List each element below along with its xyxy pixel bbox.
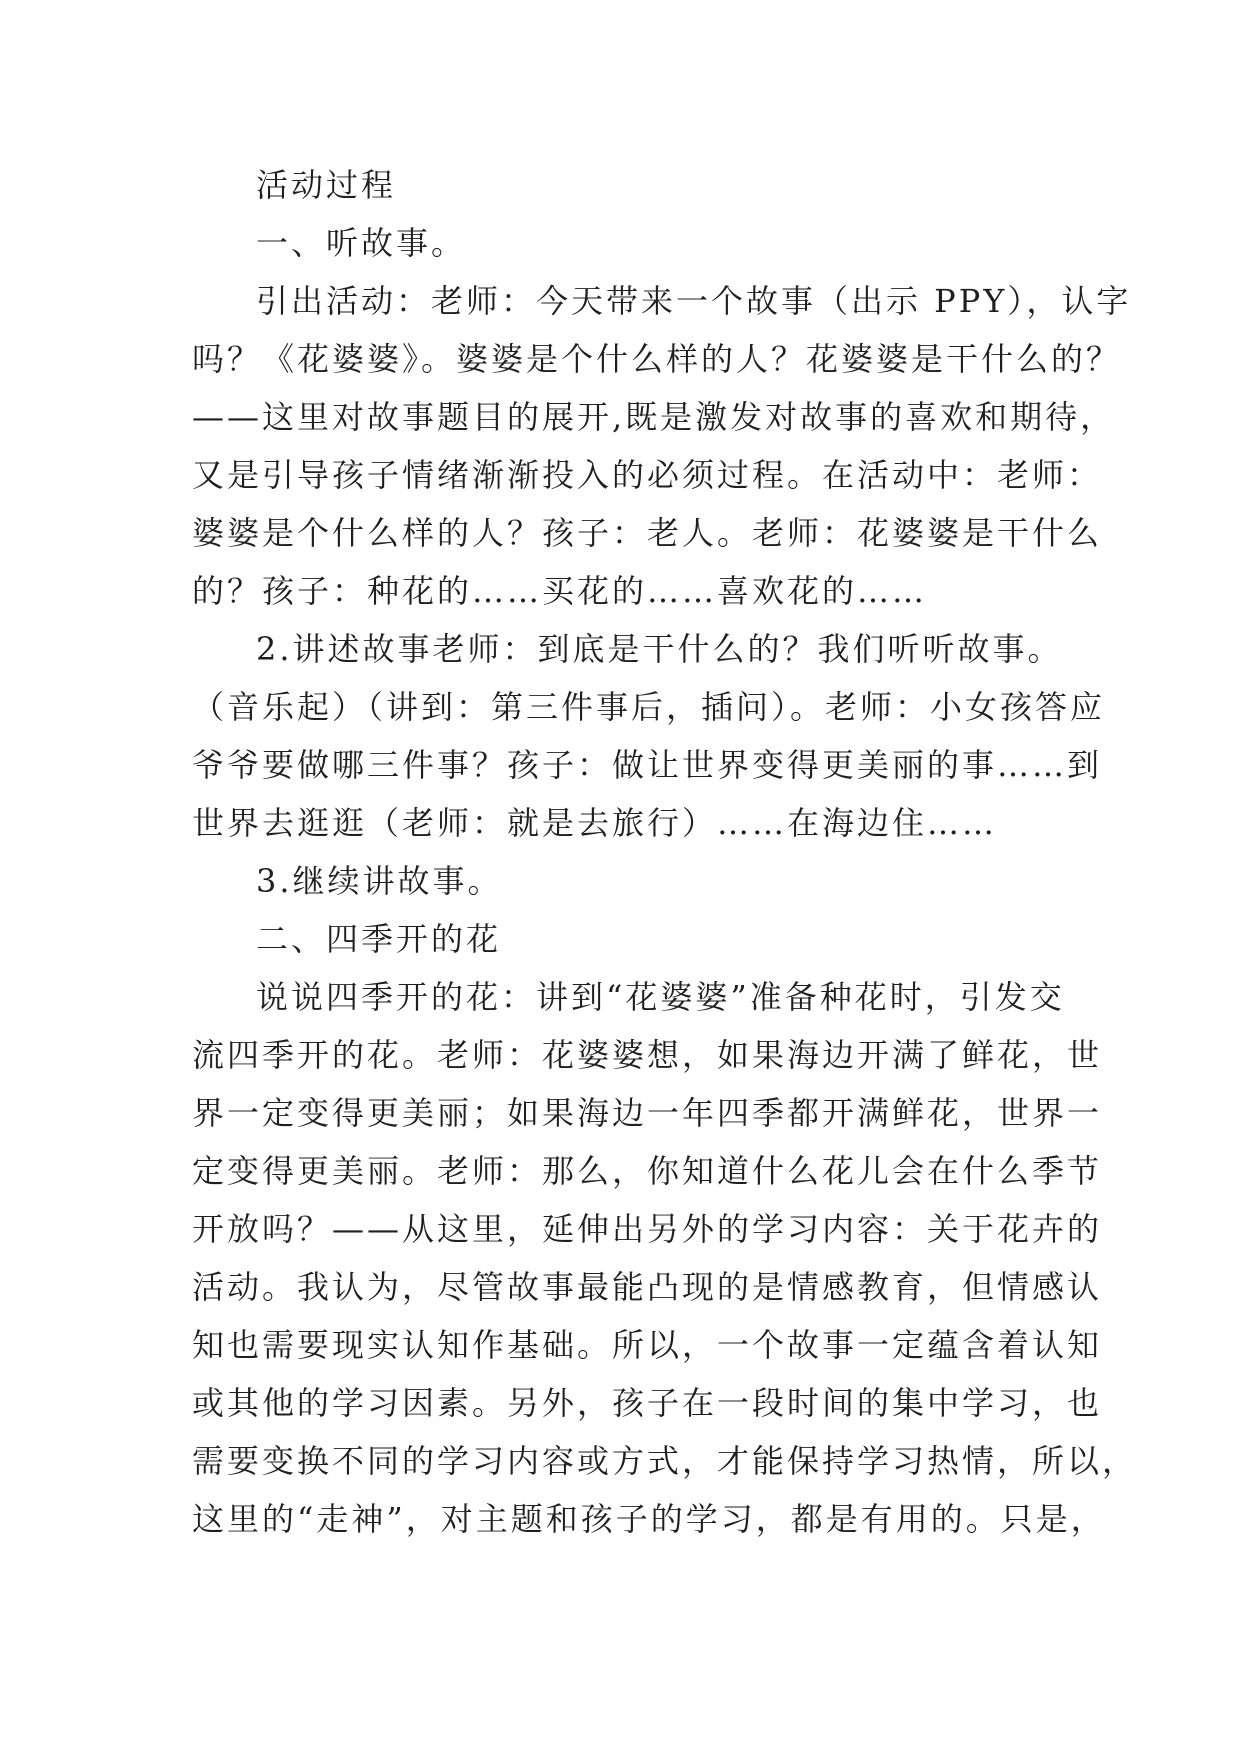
paragraph-line: 或其他的学习因素。另外，孩子在一段时间的集中学习，也 (192, 1384, 1103, 1422)
paragraph-line: 吗？《花婆婆》。婆婆是个什么样的人？花婆婆是干什么的？ (192, 340, 1122, 378)
paragraph-line: 开放吗？——从这里，延伸出另外的学习内容：关于花卉的 (192, 1210, 1103, 1248)
paragraph-line: 这里的“走神”，对主题和孩子的学习，都是有用的。只是， (192, 1500, 1106, 1538)
paragraph-line: 界一定变得更美丽；如果海边一年四季都开满鲜花，世界一 (192, 1094, 1103, 1132)
paragraph-line: （音乐起）（讲到：第三件事后，插问）。老师：小女孩答应 (192, 688, 1106, 726)
paragraph-line: 又是引导孩子情绪渐渐投入的必须过程。在活动中：老师： (192, 456, 1103, 494)
document-body (192, 156, 1138, 1548)
paragraph-line: 需要变换不同的学习内容或方式，才能保持学习热情，所以， (192, 1442, 1138, 1480)
paragraph-line: 说说四季开的花：讲到“花婆婆”准备种花时，引发交 (256, 978, 1065, 1016)
paragraph-line: 引出活动：老师：今天带来一个故事（出示 PPY），认字 (256, 282, 1132, 320)
paragraph-line: 流四季开的花。老师：花婆婆想，如果海边开满了鲜花，世 (192, 1036, 1103, 1074)
section-heading-four-seasons-flowers: 二、四季开的花 (256, 920, 502, 958)
paragraph-line: 活动。我认为，尽管故事最能凸现的是情感教育，但情感认 (192, 1268, 1103, 1306)
section-heading-activity-process: 活动过程 (256, 166, 397, 204)
paragraph-line: 婆婆是个什么样的人？孩子：老人。老师：花婆婆是干什么 (192, 514, 1103, 552)
paragraph-line: 知也需要现实认知作基础。所以，一个故事一定蕴含着认知 (192, 1326, 1103, 1364)
paragraph-line: 定变得更美丽。老师：那么，你知道什么花儿会在什么季节 (192, 1152, 1103, 1190)
paragraph-line: 世界去逛逛（老师：就是去旅行）……在海边住…… (192, 804, 998, 842)
paragraph-line: ——这里对故事题目的展开,既是激发对故事的喜欢和期待， (192, 398, 1116, 436)
paragraph-line: 爷爷要做哪三件事？孩子：做让世界变得更美丽的事……到 (192, 746, 1103, 784)
paragraph-line: 的？孩子：种花的……买花的……喜欢花的…… (192, 572, 928, 610)
paragraph-line: 3.继续讲故事。 (256, 862, 503, 900)
section-heading-listen-story: 一、听故事。 (256, 224, 467, 262)
paragraph-line: 2.讲述故事老师：到底是干什么的？我们听听故事。 (256, 630, 1063, 668)
